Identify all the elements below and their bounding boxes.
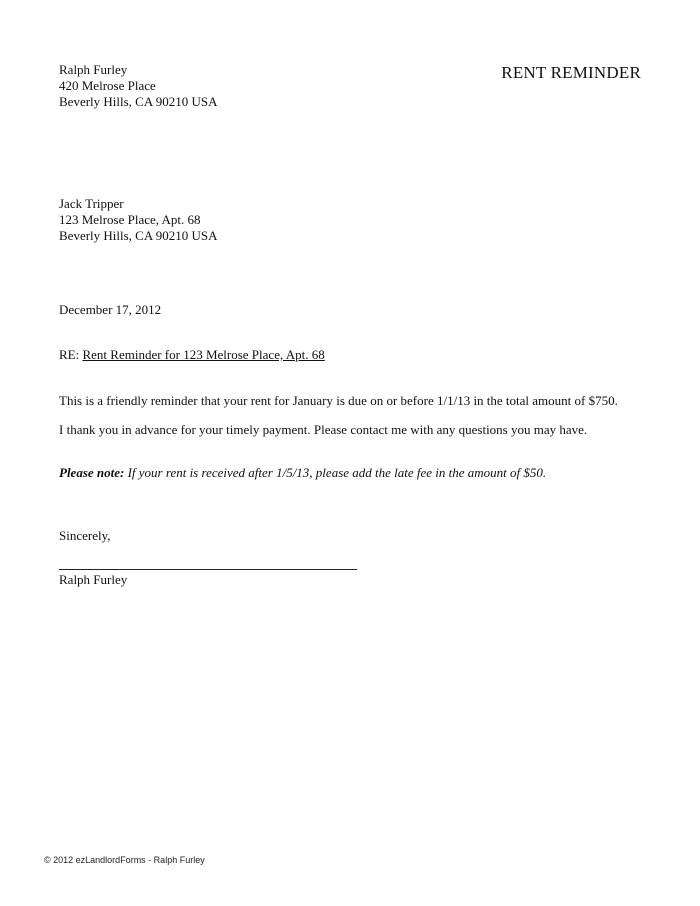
note-label: Please note: [59, 465, 125, 480]
body-paragraph-1: This is a friendly reminder that your rent for January is due on or before 1/1/13 in the total amount of $750. [59, 393, 618, 408]
copyright-footer: © 2012 ezLandlordForms - Ralph Furley [44, 855, 205, 865]
signature-name: Ralph Furley [59, 572, 128, 587]
subject-text: Rent Reminder for 123 Melrose Place, Apt. 68 [82, 347, 325, 362]
sender-address-line2: Beverly Hills, CA 90210 USA [59, 94, 218, 109]
subject-line [59, 347, 325, 363]
recipient-address-line1: 123 Melrose Place, Apt. 68 [59, 212, 201, 227]
closing: Sincerely, [59, 528, 111, 543]
signature-line [59, 569, 357, 570]
letter-date: December 17, 2012 [59, 302, 162, 317]
body-paragraph-2: I thank you in advance for your timely payment. Please contact me with any questions you may have. [59, 422, 588, 437]
late-fee-note [59, 465, 546, 481]
recipient-name: Jack Tripper [59, 196, 124, 211]
note-text: If your rent is received after 1/5/13, please add the late fee in the amount of $50. [127, 465, 547, 480]
subject-prefix: RE: [59, 347, 80, 362]
document-title: RENT REMINDER [501, 63, 641, 82]
sender-address [59, 62, 218, 110]
sender-address-line1: 420 Melrose Place [59, 78, 156, 93]
sender-name: Ralph Furley [59, 62, 128, 77]
recipient-address [59, 196, 218, 244]
recipient-address-line2: Beverly Hills, CA 90210 USA [59, 228, 218, 243]
